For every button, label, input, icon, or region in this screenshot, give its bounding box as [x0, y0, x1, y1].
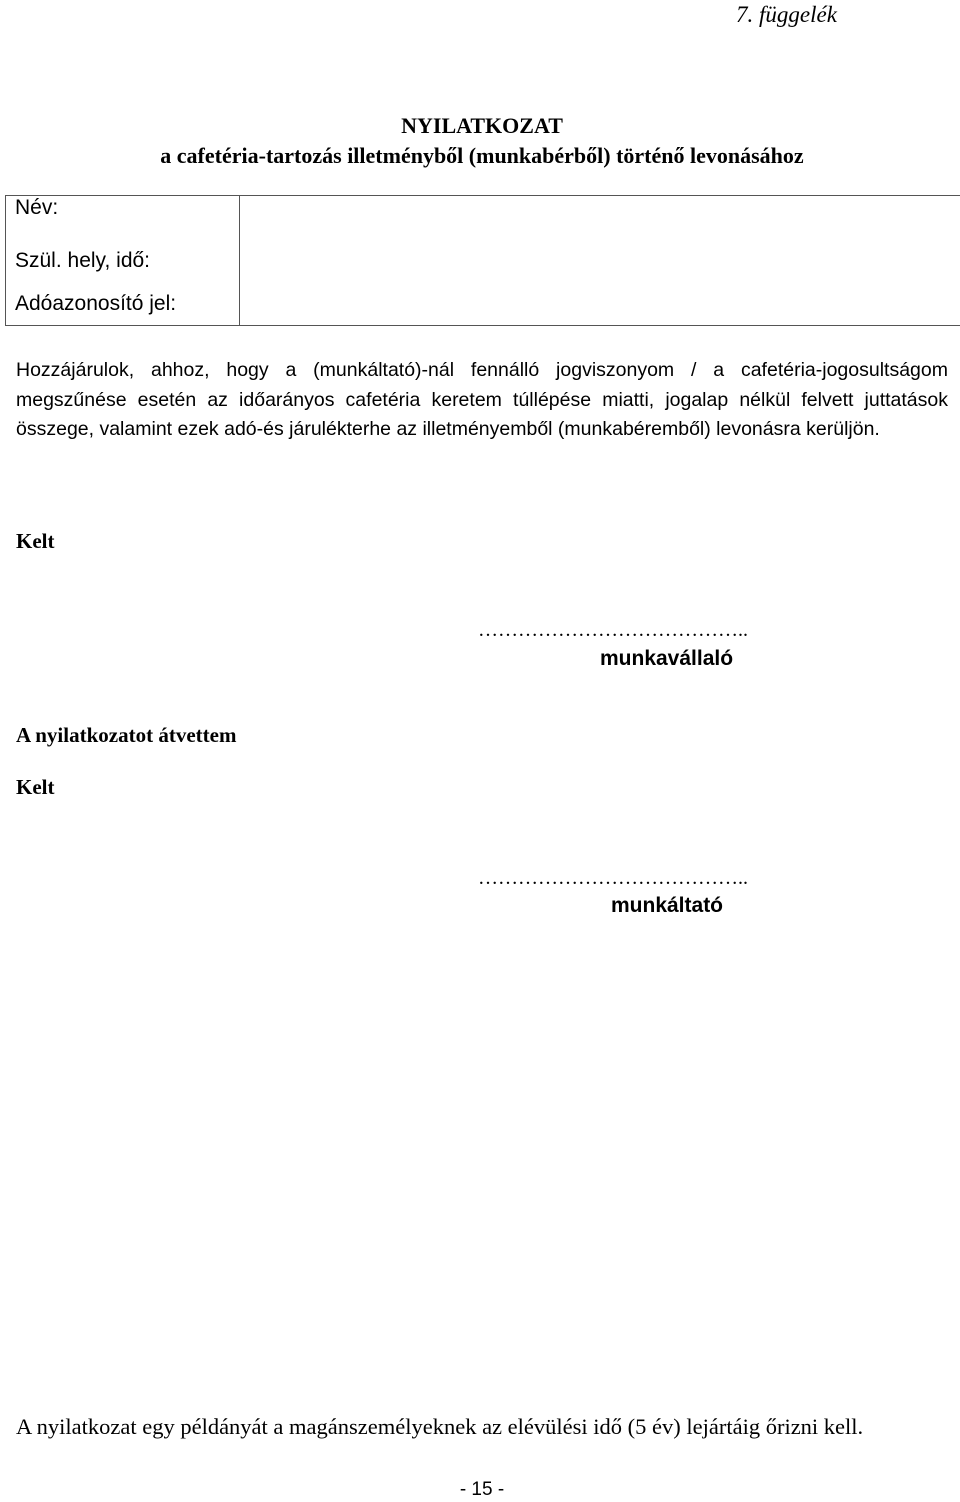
- employee-signature-label: munkavállaló: [600, 646, 733, 672]
- retention-footnote: A nyilatkozat egy példányát a magánszemélyeknek az elévülési idő (5 év) lejártáig őrizni kell.: [16, 1412, 863, 1442]
- personal-data-field[interactable]: [240, 196, 960, 326]
- employer-signature-line: …………………………………..: [478, 866, 748, 890]
- document-title: NYILATKOZAT: [0, 111, 960, 141]
- document-subtitle: a cafetéria-tartozás illetményből (munkabérből) történő levonásához: [0, 141, 960, 171]
- name-label: Név:: [6, 196, 240, 240]
- tax-id-label: Adóazonosító jel:: [6, 282, 240, 326]
- employer-signature-label: munkáltató: [611, 893, 723, 919]
- appendix-label: 7. függelék: [736, 0, 876, 30]
- employee-date-label: Kelt: [16, 528, 54, 554]
- employer-date-label: Kelt: [16, 774, 54, 800]
- received-statement: A nyilatkozatot átvettem: [16, 722, 236, 748]
- employee-signature-line: …………………………………..: [478, 618, 748, 642]
- birth-place-date-label: Szül. hely, idő:: [6, 239, 240, 282]
- page-number: - 15 -: [0, 1478, 960, 1502]
- personal-data-table: [5, 195, 960, 326]
- declaration-text: Hozzájárulok, ahhoz, hogy a (munkáltató)-nál fennálló jogviszonyom / a cafetéria-jogosultságom megszűnése esetén az időarányos cafetéria keretem túllépése miatti, jogalap nélkül felvett juttatások összege, valamint ezek adó-és járulékterhe az illetményemből (munkabéremből) levonásra kerüljön.: [16, 356, 948, 445]
